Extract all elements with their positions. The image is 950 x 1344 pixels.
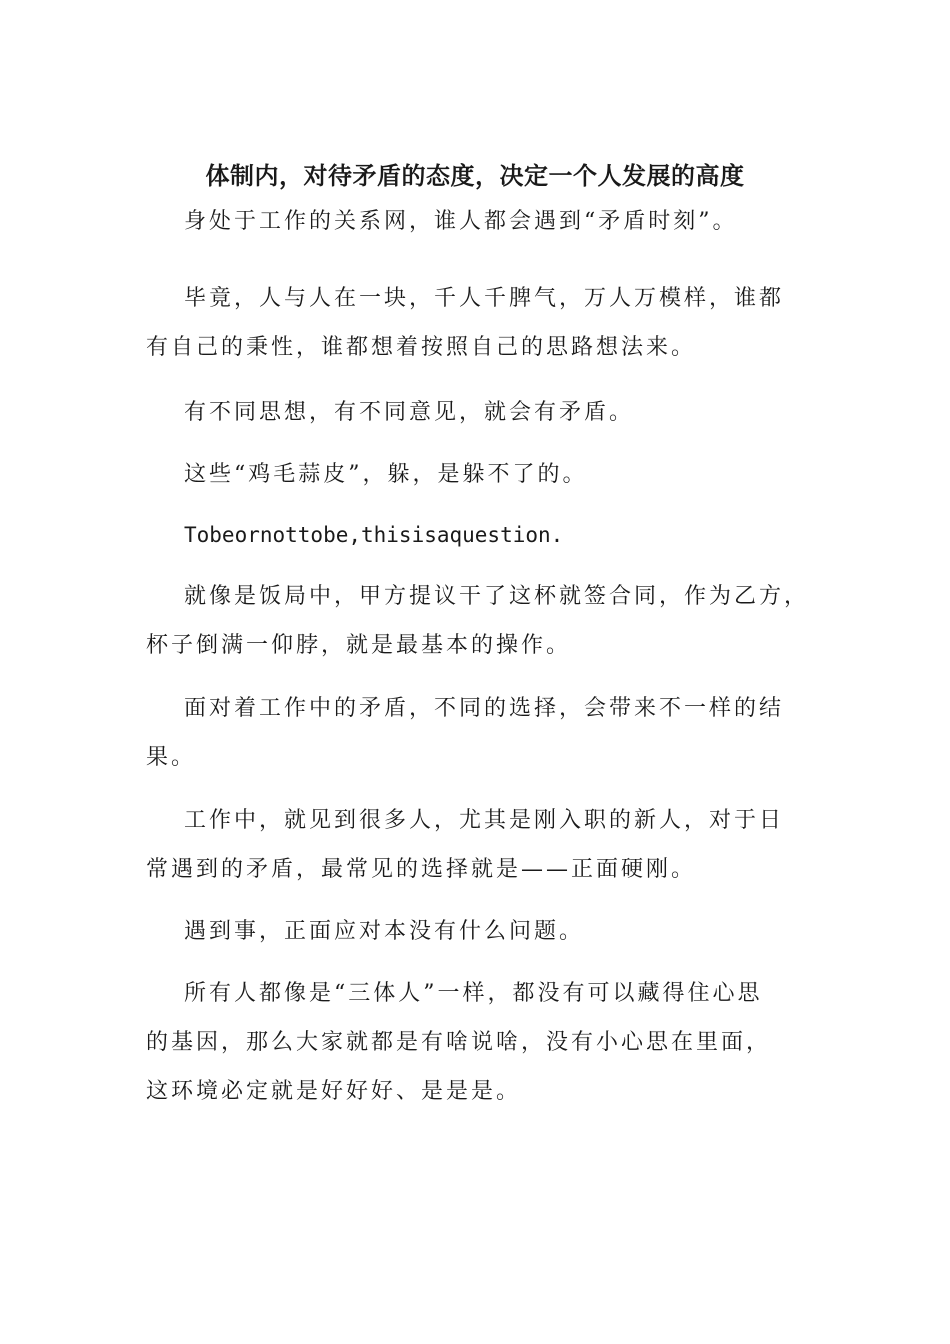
paragraph-line: 面对着工作中的矛盾，不同的选择，会带来不一样的结 bbox=[184, 696, 785, 721]
paragraph-line: 就像是饭局中，甲方提议干了这杯就签合同，作为乙方， bbox=[184, 584, 810, 609]
paragraph-line: 遇到事，正面应对本没有什么问题。 bbox=[184, 919, 585, 944]
paragraph-5 bbox=[146, 511, 822, 560]
paragraph-line: 毕竟，人与人在一块，千人千脾气，万人万模样，谁都 bbox=[184, 286, 785, 311]
paragraph-2 bbox=[146, 274, 822, 372]
paragraph-7 bbox=[146, 684, 822, 782]
paragraph-line: 果。 bbox=[146, 745, 197, 770]
paragraph-line: 这些“鸡毛蒜皮”，躲，是躲不了的。 bbox=[184, 462, 588, 487]
paragraph-4 bbox=[146, 450, 822, 499]
paragraph-9 bbox=[146, 907, 822, 956]
paragraph-line: 工作中，就见到很多人，尤其是刚入职的新人，对于日 bbox=[184, 808, 785, 833]
paragraph-10 bbox=[146, 969, 822, 1116]
paragraph-6 bbox=[146, 572, 822, 670]
paragraph-8 bbox=[146, 796, 822, 894]
paragraph-line: 这环境必定就是好好好、是是是。 bbox=[146, 1079, 522, 1104]
paragraph-line: Tobeornottobe,thisisaquestion. bbox=[184, 523, 564, 547]
paragraph-line: 杯子倒满一仰脖，就是最基本的操作。 bbox=[146, 633, 572, 658]
document-title: 体制内，对待矛盾的态度，决定一个人发展的高度 bbox=[205, 162, 745, 190]
paragraph-line: 身处于工作的关系网，谁人都会遇到“矛盾时刻”。 bbox=[184, 209, 738, 234]
paragraph-1 bbox=[146, 197, 822, 246]
paragraph-3 bbox=[146, 388, 822, 437]
paragraph-line: 的基因，那么大家就都是有啥说啥，没有小心思在里面， bbox=[146, 1030, 772, 1055]
paragraph-line: 常遇到的矛盾，最常见的选择就是——正面硬刚。 bbox=[146, 857, 697, 882]
paragraph-line: 有自己的秉性，谁都想着按照自己的思路想法来。 bbox=[146, 335, 697, 360]
paragraph-line: 有不同思想，有不同意见，就会有矛盾。 bbox=[184, 400, 635, 425]
paragraph-line: 所有人都像是“三体人”一样，都没有可以藏得住心思 bbox=[184, 981, 763, 1006]
